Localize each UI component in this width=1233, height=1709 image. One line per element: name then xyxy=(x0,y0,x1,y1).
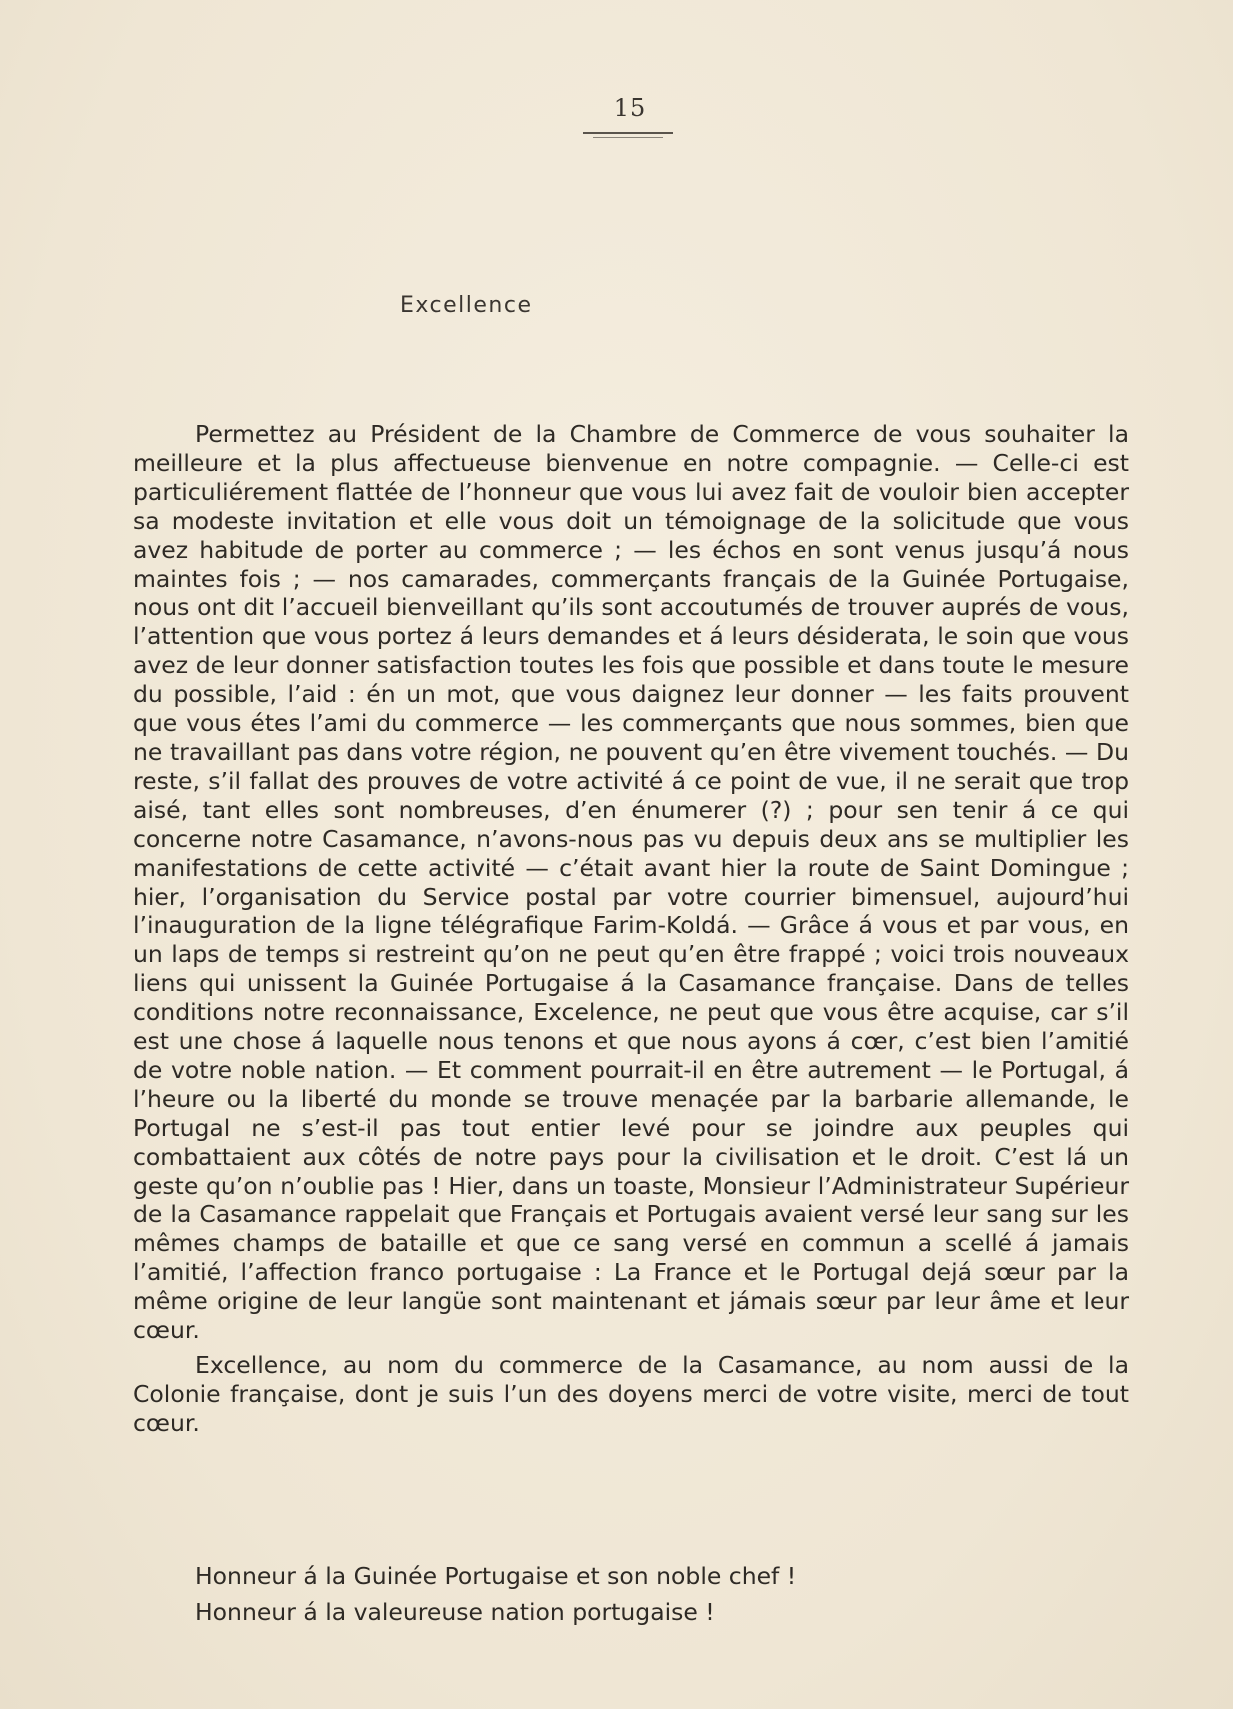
body-paragraph: Permettez au Président de la Chambre de Commerce de vous souhaiter la meilleure et la plus affectueuse bienvenue en notre compagnie. — Celle-ci est particuliérement flattée de l’honneur que vous lui avez fait de vouloir bien accepter sa modeste invitation et elle vous doit un témoignage de la solicitude que vous avez habitude de porter au commerce ; — les échos en sont venus jusqu’á nous maintes fois ; — nos camarades, commerçants français de la Guinée Portugaise, nous ont dit l’accueil bienveillant qu’ils sont accoutumés de trouver auprés de vous, l’attention que vous portez á leurs demandes et á leurs désiderata, le soin que vous avez de leur donner satisfaction toutes les fois que possible et dans toute le mesure du possible, l’aid : én un mot, que vous daignez leur donner — les faits prouvent que vous étes l’ami du commerce — les commerçants que nous sommes, bien que ne travaillant pas dans votre région, ne pouvent qu’en être vivement touchés. — Du reste, s’il fallat des prouves de votre activité á ce point de vue, il ne serait que trop aisé, tant elles sont nombreuses, d’en énumerer (?) ; pour sen tenir á ce qui concerne notre Casamance, n’avons-nous pas vu depuis deux ans se multiplier les manifestations de cette activité — c’était avant hier la route de Saint Domingue ; hier, l’organisation du Service postal par votre courrier bimensuel, aujourd’hui l’inauguration de la ligne télégrafique Farim-Koldá. — Grâce á vous et par vous, en un laps de temps si restreint qu’on ne peut qu’en être frappé ; voici trois nouveaux liens qui unissent la Guinée Portugaise á la Casamance française. Dans de telles conditions notre reconnaissance, Excelence, ne peut que vous être acquise, car s’il est une chose á laquelle nous tenons et que nous ayons á cœr, c’est bien l’amitié de votre noble nation. — Et comment pourrait-il en être autrement — le Portugal, á l’heure ou la liberté du monde se trouve menaçée par la barbarie allemande, le Portugal ne s’est-il pas tout entier levé pour se joindre aux peuples qui combattaient aux côtés de notre pays pour la civilisation et le droit. C’est lá un geste qu’on n’oublie pas ! Hier, dans un toaste, Monsieur l’Administrateur Supérieur de la Casamance rappelait que Français et Portugais avaient versé leur sang sur les mêmes champs de bataille et que ce sang versé en commun a scellé á jamais l’amitié, l’affection franco portugaise : La France et le Portugal dejá sœur par la même origine de leur langüe sont maintenant et jámais sœur par leur âme et leur cœur. xyxy=(133,420,1129,1345)
letter-body xyxy=(133,420,1129,1438)
page-number: 15 xyxy=(613,94,647,122)
closing-toast-line: Honneur á la valeureuse nation portugaise ! xyxy=(195,1598,715,1626)
body-paragraph: Excellence, au nom du commerce de la Casamance, au nom aussi de la Colonie française, dont je suis l’un des doyens merci de votre visite, merci de tout cœur. xyxy=(133,1351,1129,1437)
page-number-rule xyxy=(583,132,673,134)
closing-toast-line: Honneur á la Guinée Portugaise et son noble chef ! xyxy=(195,1562,797,1590)
salutation-heading: Excellence xyxy=(400,293,533,318)
page-number-rule-secondary xyxy=(593,137,663,138)
show-through-bleed xyxy=(140,150,1100,240)
